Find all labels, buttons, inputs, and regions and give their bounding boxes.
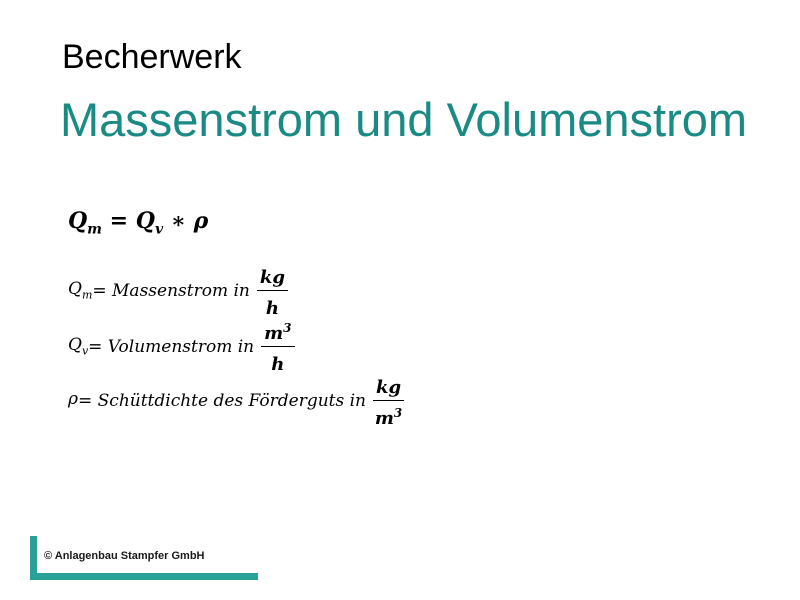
unit-numerator: kg: [257, 262, 288, 291]
unit-numerator: kg: [373, 372, 404, 401]
definition-mass-flow: [68, 262, 288, 319]
formula-equals: =: [102, 208, 136, 234]
definition-symbol: ρ: [68, 389, 78, 410]
definition-volume-flow: [68, 318, 295, 375]
main-formula: [68, 208, 208, 237]
definition-symbol: $Q_v$: [68, 335, 89, 358]
unit-denominator: h: [271, 354, 285, 375]
slide-title: Massenstrom und Volumenstrom: [60, 93, 748, 146]
definition-text: = Volumenstrom in: [88, 336, 255, 357]
footer-accent-horizontal: [30, 573, 258, 580]
formula-rhs1-sub: v: [154, 221, 164, 238]
formula-lhs-sub: m: [87, 221, 102, 238]
definition-text: = Schüttdichte des Förderguts in: [78, 390, 367, 411]
footer-copyright: © Anlagenbau Stampfer GmbH: [44, 550, 205, 562]
unit-denominator: $m^3$: [374, 406, 403, 429]
definition-symbol: $Q_m$: [68, 279, 93, 302]
unit-fraction: [373, 372, 404, 429]
unit-fraction: [257, 262, 288, 319]
formula-lhs-symbol: Q: [68, 208, 88, 234]
unit-denominator: h: [265, 298, 279, 319]
unit-numerator: $m^3$: [261, 318, 294, 347]
definition-text: = Massenstrom in: [92, 280, 250, 301]
slide-supertitle: Becherwerk: [62, 38, 242, 76]
definition-bulk-density: [68, 372, 404, 429]
formula-rhs1-symbol: Q: [135, 208, 155, 234]
unit-fraction: [261, 318, 294, 375]
formula-rhs2-symbol: ρ: [193, 208, 209, 234]
formula-operator: ∗: [163, 208, 194, 234]
